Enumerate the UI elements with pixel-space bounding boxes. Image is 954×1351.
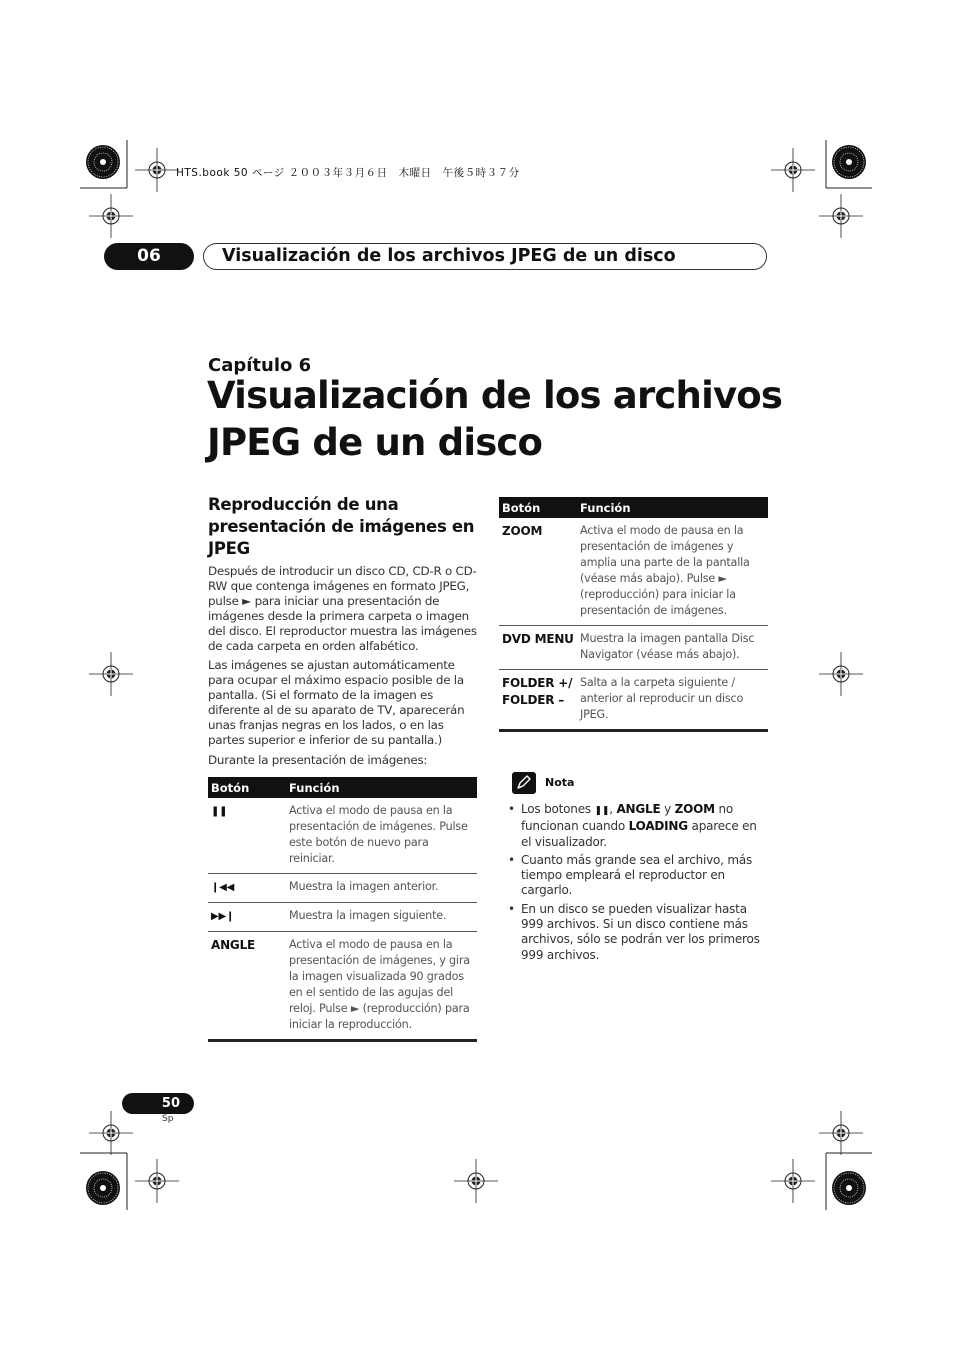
table-header-button: Botón — [208, 777, 286, 798]
buttons-table-right — [499, 497, 768, 732]
table-row — [208, 903, 477, 932]
table-cell-desc: Muestra la imagen anterior. — [286, 874, 477, 903]
page-title-line2: JPEG de un disco — [207, 421, 543, 464]
next-button-key: ▶▶❙ — [208, 903, 286, 932]
table-cell-desc: Salta a la carpeta siguiente / anterior al reproducir un disco JPEG. — [577, 670, 768, 731]
table-cell-desc: Activa el modo de pausa en la presentación de imágenes. Pulse este botón de nuevo para reiniciar. — [286, 798, 477, 874]
folder-button-key: FOLDER +/ FOLDER – — [499, 670, 577, 731]
list-item: • Cuanto más grande sea el archivo, más tiempo empleará el reproductor en cargarlo. — [508, 853, 770, 899]
page-number: 50 — [122, 1093, 194, 1114]
table-row — [208, 798, 477, 874]
table-cell-desc: Muestra la imagen siguiente. — [286, 903, 477, 932]
page-title — [207, 372, 827, 466]
chapter-label: Capítulo 6 — [208, 355, 312, 376]
list-item: • Los botones ❚❚, ANGLE y ZOOM no funcionan cuando LOADING aparece en el visualizador. — [508, 802, 770, 850]
paragraph-scaling: Las imágenes se ajustan automáticamente para ocupar el máximo espacio posible de la pantalla. (Si el formato de la imagen es diferente al de su aparato de TV, aparecerán unas franjas negras en los lados, o en las partes superior e inferior de su pantalla.) — [208, 658, 465, 748]
table-cell-desc: Muestra la imagen pantalla Disc Navigator (véase más abajo). — [577, 626, 768, 670]
chapter-header-title: Visualización de los archivos JPEG de un disco — [222, 246, 676, 266]
paragraph-during: Durante la presentación de imágenes: — [208, 753, 428, 767]
note-pen-icon — [512, 772, 536, 794]
table-row — [499, 670, 768, 731]
note-label: Nota — [545, 776, 575, 789]
note-list — [508, 802, 770, 966]
buttons-table-left — [208, 777, 477, 1042]
pause-button-key: ❚❚ — [208, 798, 286, 874]
pause-symbol: ❚❚ — [594, 806, 610, 816]
table-row — [499, 518, 768, 626]
book-info: HTS.book 50 ページ ２００３年３月６日 木曜日 午後５時３７分 — [176, 167, 520, 179]
previous-button-key: ❙◀◀ — [208, 874, 286, 903]
paragraph-intro: Después de introducir un disco CD, CD-R o CD-RW que contenga imágenes en formato JPEG, pulse ► para iniciar una presentación de imágenes desde la primera carpeta o imagen del disco. El reproductor muestra las imágenes de cada carpeta en orden alfabético. — [208, 564, 477, 654]
table-row — [208, 932, 477, 1041]
table-header-button: Botón — [499, 497, 577, 518]
table-row — [208, 874, 477, 903]
table-row — [499, 626, 768, 670]
list-item: • En un disco se pueden visualizar hasta 999 archivos. Si un disco contiene más archivos, sólo se podrán ver los primeros 999 archivos. — [508, 902, 770, 963]
angle-button-key: ANGLE — [208, 932, 286, 1041]
section-title: Reproducción de una presentación de imágenes en JPEG — [208, 495, 475, 558]
table-header-function: Función — [577, 497, 768, 518]
table-cell-desc: Activa el modo de pausa en la presentación de imágenes, y gira la imagen visualizada 90 grados en el sentido de las agujas del reloj. Pulse ► (reproducción) para iniciar la reproducción. — [286, 932, 477, 1041]
table-cell-desc: Activa el modo de pausa en la presentación de imágenes y amplia una parte de la pantalla (véase más abajo). Pulse ► (reproducción) para iniciar la presentación de imágenes. — [577, 518, 768, 626]
chapter-number-badge: 06 — [104, 243, 194, 270]
zoom-button-key: ZOOM — [499, 518, 577, 626]
dvd-menu-button-key: DVD MENU — [499, 626, 577, 670]
page-language: Sp — [162, 1114, 174, 1124]
table-header-function: Función — [286, 777, 477, 798]
page-title-line1: Visualización de los archivos — [207, 374, 783, 417]
